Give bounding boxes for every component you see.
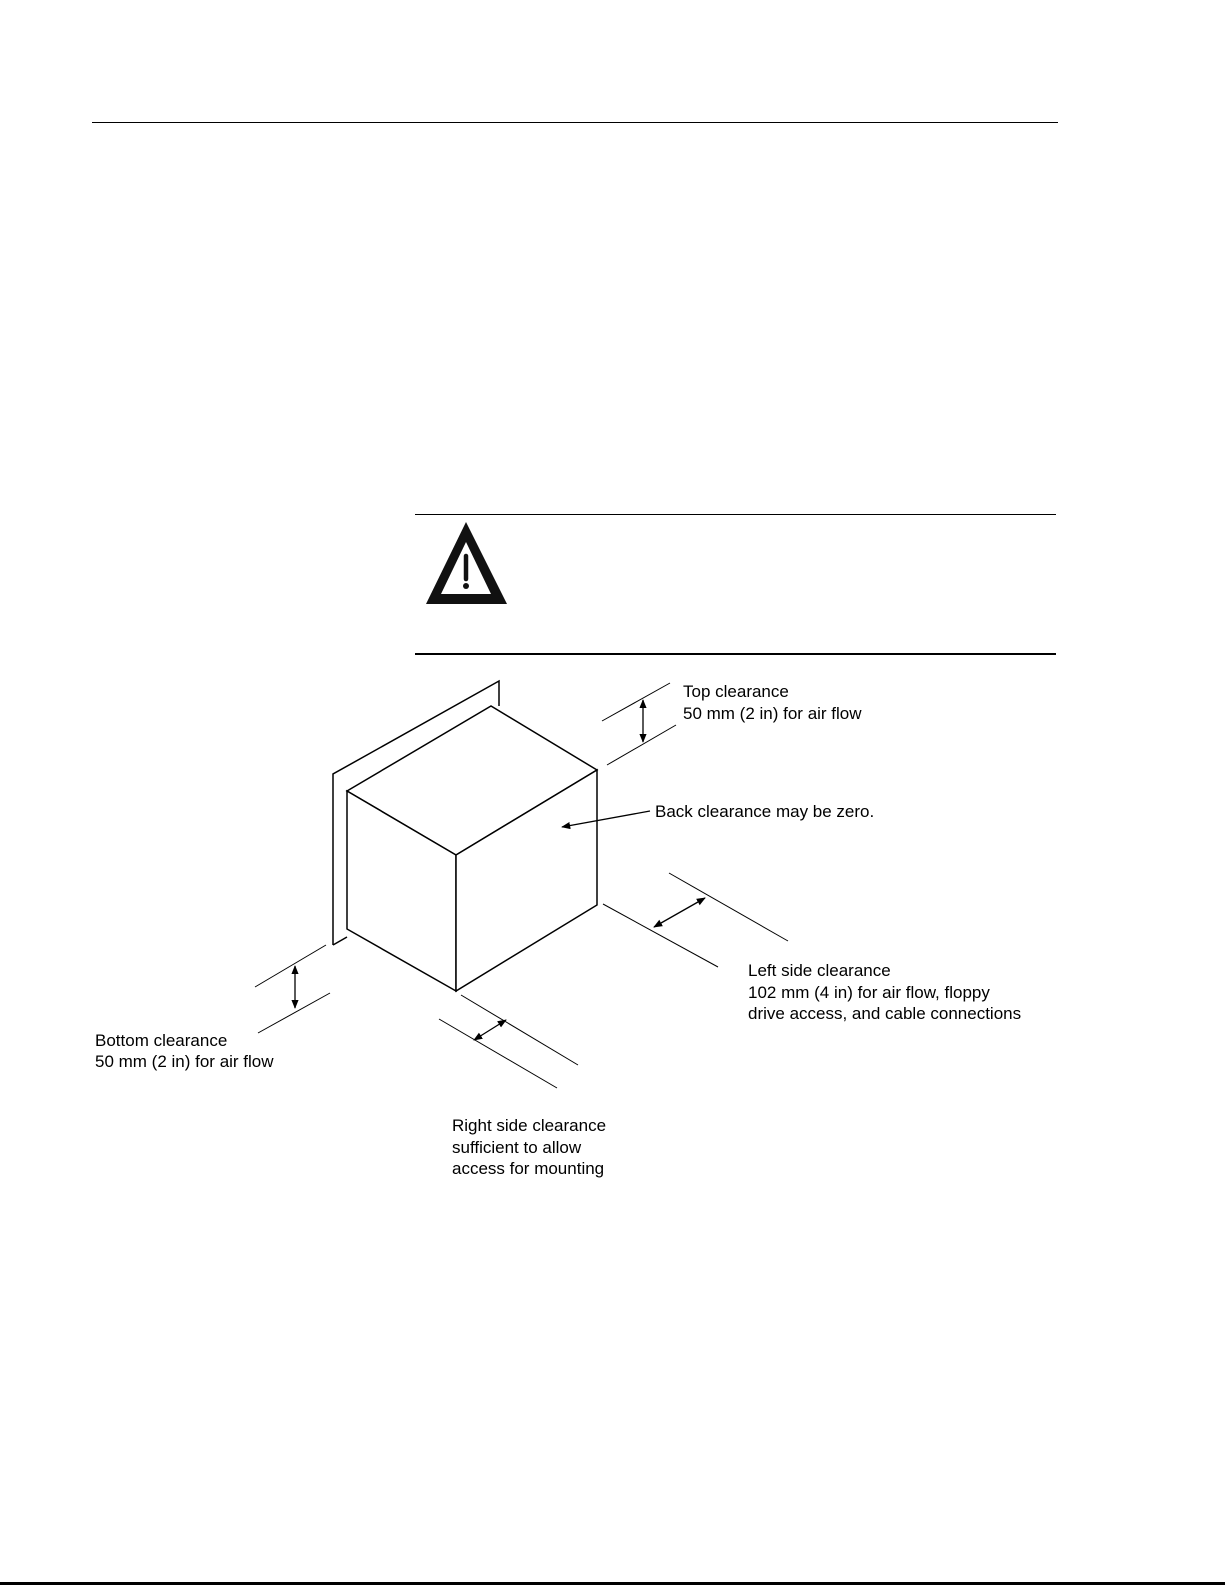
- left-side-clearance-detail-1: 102 mm (4 in) for air flow, floppy: [748, 983, 990, 1002]
- bottom-clearance-title: Bottom clearance: [95, 1031, 228, 1050]
- right-side-clearance-label: [452, 1116, 611, 1178]
- left-side-clearance-lines: [603, 873, 788, 967]
- warning-icon: [426, 522, 507, 604]
- bottom-clearance-lines: [255, 945, 330, 1033]
- bottom-clearance-detail: 50 mm (2 in) for air flow: [95, 1052, 274, 1071]
- right-side-clearance-detail-1: sufficient to allow: [452, 1138, 582, 1157]
- top-clearance-title: Top clearance: [683, 682, 789, 701]
- left-side-clearance-title: Left side clearance: [748, 961, 891, 980]
- right-side-clearance-lines: [439, 995, 578, 1088]
- top-clearance-detail: 50 mm (2 in) for air flow: [683, 704, 862, 723]
- right-side-clearance-arrow: [474, 1020, 506, 1040]
- cabinet-box: [347, 706, 597, 991]
- left-side-clearance-detail-2: drive access, and cable connections: [748, 1004, 1022, 1023]
- back-clearance-label: Back clearance may be zero.: [655, 802, 875, 821]
- right-side-clearance-title: Right side clearance: [452, 1116, 607, 1135]
- top-clearance-label: [683, 682, 862, 723]
- left-side-clearance-label: [748, 961, 1021, 1023]
- left-side-clearance-arrow: [654, 898, 705, 927]
- top-clearance-lines: [602, 683, 676, 765]
- right-side-clearance-detail-2: access for mounting: [452, 1159, 605, 1178]
- bottom-clearance-label: [95, 1031, 274, 1071]
